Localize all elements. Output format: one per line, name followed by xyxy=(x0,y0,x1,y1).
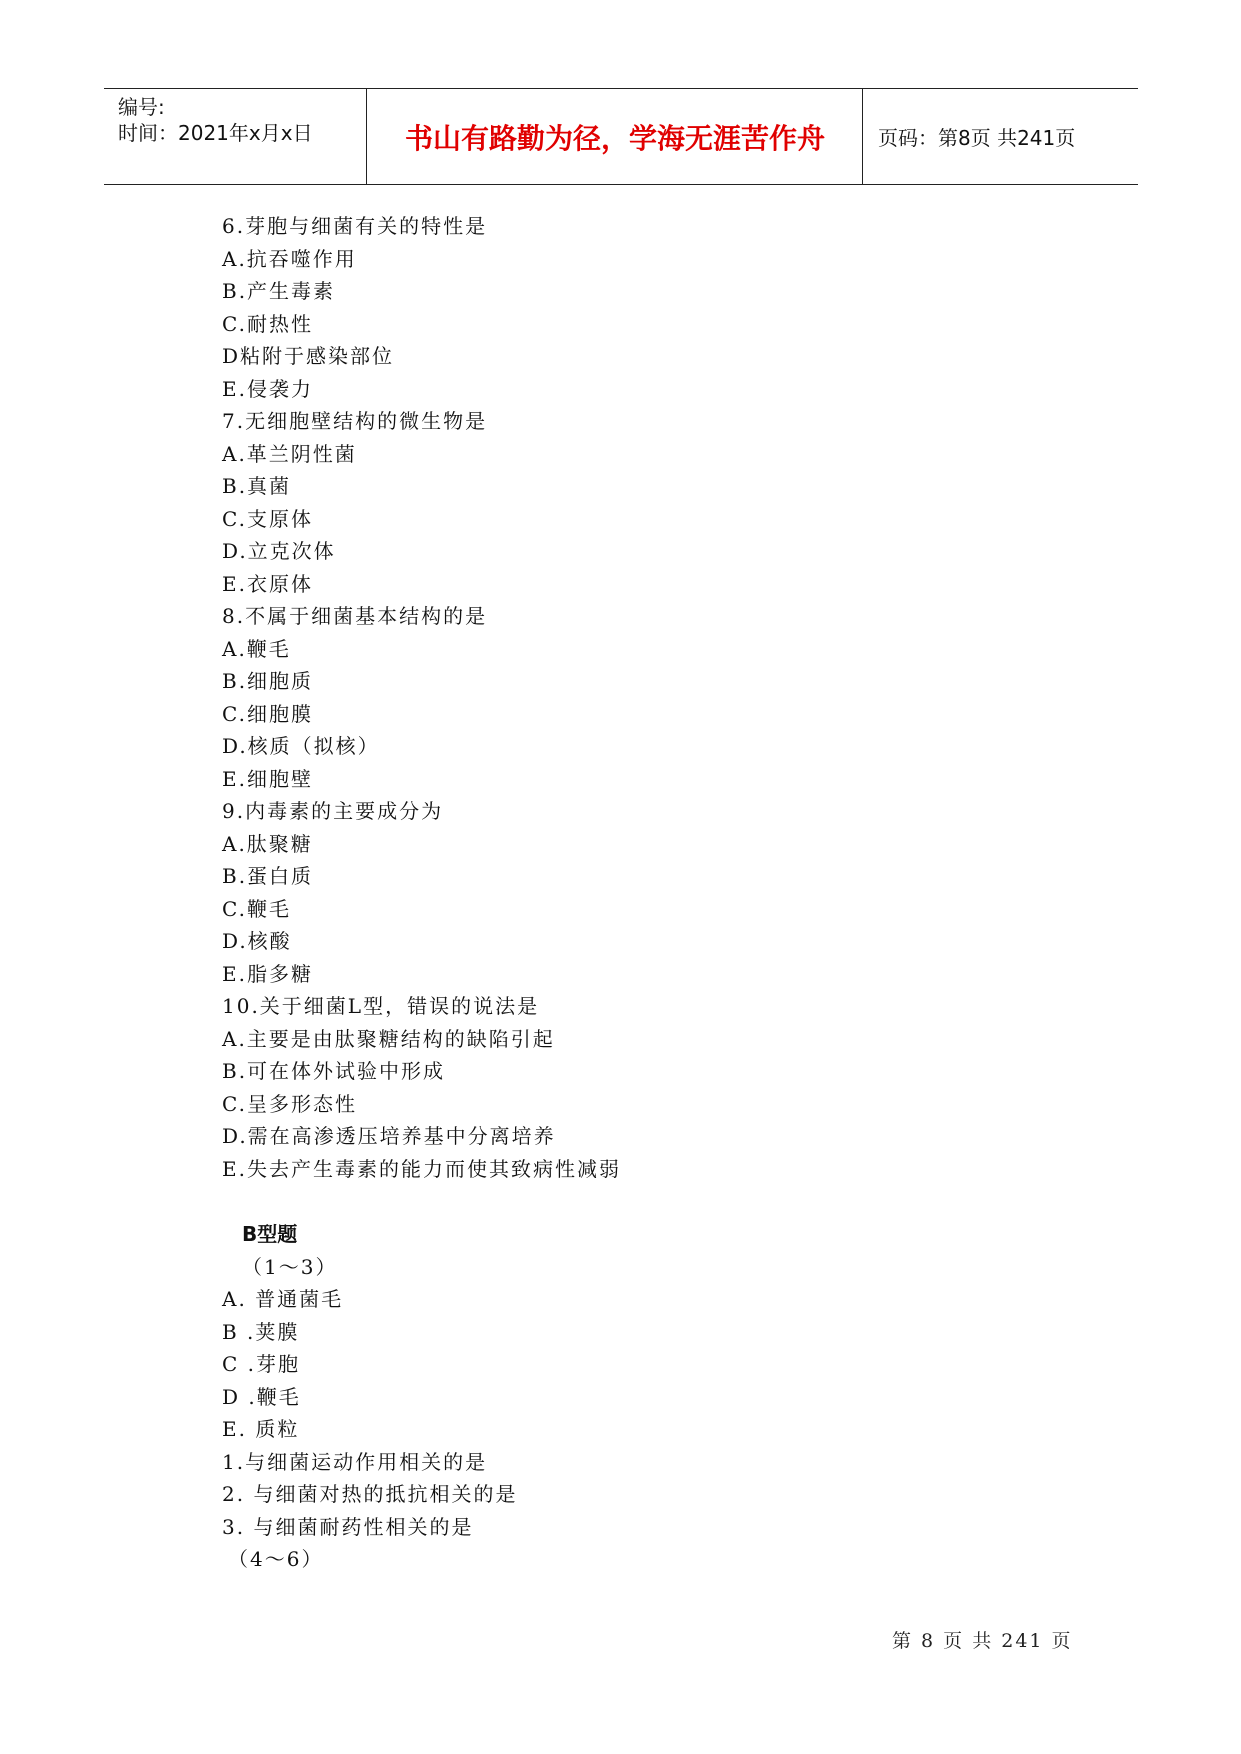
option-b: B.可在体外试验中形成 xyxy=(222,1059,446,1083)
option-d: D.立克次体 xyxy=(222,539,336,563)
option-e: E.细胞壁 xyxy=(222,766,313,791)
option-d: D .鞭毛 xyxy=(222,1384,301,1409)
question-stem: 6.芽胞与细菌有关的特性是 xyxy=(222,214,488,238)
option-a: A.肽聚糖 xyxy=(222,831,313,856)
option-e: E.衣原体 xyxy=(222,571,313,596)
group-range: （4～6） xyxy=(228,1547,324,1571)
option-d: D粘附于感染部位 xyxy=(222,344,395,368)
option-e: E.侵袭力 xyxy=(222,376,313,401)
option-c: C.呈多形态性 xyxy=(222,1091,357,1116)
option-a: A.革兰阴性菌 xyxy=(222,441,357,466)
option-b: B.细胞质 xyxy=(222,669,314,693)
question-9 xyxy=(222,795,1122,990)
section-spacer xyxy=(222,1185,1122,1218)
option-c: C.鞭毛 xyxy=(222,896,291,921)
question-stem: 9.内毒素的主要成分为 xyxy=(222,799,444,823)
option-c: C.支原体 xyxy=(222,506,313,531)
question-stem: 7.无细胞壁结构的微生物是 xyxy=(222,409,488,433)
option-b: B.蛋白质 xyxy=(222,864,314,888)
option-d: D.核质（拟核） xyxy=(222,734,380,758)
option-c: C.细胞膜 xyxy=(222,701,313,726)
option-d: D.核酸 xyxy=(222,929,292,953)
question-10 xyxy=(222,990,1122,1185)
group-range: （1～3） xyxy=(242,1254,338,1279)
option-a: A.鞭毛 xyxy=(222,636,291,661)
header-number-label: 编号: xyxy=(118,95,165,119)
header-motto-cell xyxy=(368,89,863,184)
question-item: 2. 与细菌对热的抵抗相关的是 xyxy=(222,1482,518,1506)
question-stem: 8.不属于细菌基本结构的是 xyxy=(222,604,488,628)
option-a: A.抗吞噬作用 xyxy=(222,246,357,271)
option-b: B.真菌 xyxy=(222,474,292,498)
question-6 xyxy=(222,210,1122,405)
option-b: B .荚膜 xyxy=(222,1319,300,1344)
page-header xyxy=(104,88,1138,185)
option-e: E. 质粒 xyxy=(222,1417,300,1441)
header-motto: 书山有路勤为径，学海无涯苦作舟 xyxy=(404,121,825,155)
question-stem: 10.关于细菌L型，错误的说法是 xyxy=(222,994,540,1018)
option-b: B.产生毒素 xyxy=(222,279,336,303)
header-info-cell xyxy=(104,89,367,184)
header-date-label: 时间：2021年x月x日 xyxy=(118,121,313,145)
question-item: 1.与细菌运动作用相关的是 xyxy=(222,1449,488,1474)
page-footer: 第 8 页 共 241 页 xyxy=(892,1630,1073,1652)
question-7 xyxy=(222,405,1122,600)
question-8 xyxy=(222,600,1122,795)
question-content xyxy=(222,210,1122,1576)
option-c: C.耐热性 xyxy=(222,311,313,336)
section-heading: B型题 xyxy=(242,1222,298,1246)
option-e: E.脂多糖 xyxy=(222,961,313,986)
option-c: C .芽胞 xyxy=(222,1352,301,1376)
option-a: A.主要是由肽聚糖结构的缺陷引起 xyxy=(222,1026,555,1051)
option-a: A. 普通菌毛 xyxy=(222,1287,344,1311)
b-type-section xyxy=(222,1218,1122,1576)
option-e: E.失去产生毒素的能力而使其致病性减弱 xyxy=(222,1156,621,1181)
header-page-label: 页码：第8页 共241页 xyxy=(878,126,1076,150)
question-item: 3. 与细菌耐药性相关的是 xyxy=(222,1514,474,1539)
header-page-cell xyxy=(864,89,1138,184)
option-d: D.需在高渗透压培养基中分离培养 xyxy=(222,1124,556,1148)
